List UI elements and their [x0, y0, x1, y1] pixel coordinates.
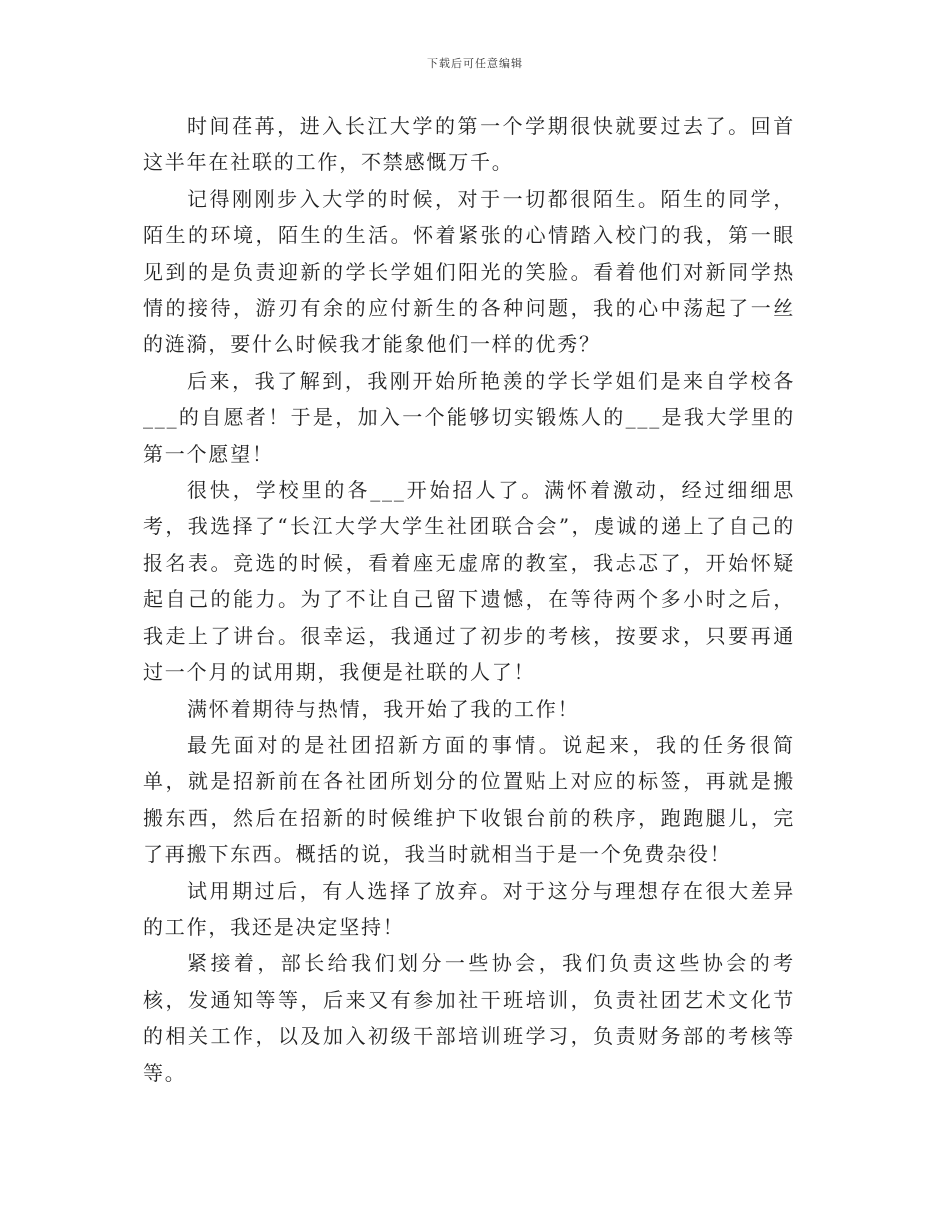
paragraph: 试用期过后，有人选择了放弃。对于这分与理想存在很大差异的工作，我还是决定坚持！ — [143, 878, 795, 939]
paragraph: 时间荏苒，进入长江大学的第一个学期很快就要过去了。回首这半年在社联的工作，不禁感慨万千。 — [143, 114, 795, 175]
paragraph: 后来，我了解到，我刚开始所艳羡的学长学姐们是来自学校各___的自愿者！于是，加入一个能够切实锻炼人的___是我大学里的第一个愿望！ — [143, 368, 795, 466]
paragraph: 很快，学校里的各___开始招人了。满怀着激动，经过细细思考，我选择了“长江大学大学生社团联合会”，虔诚的递上了自己的报名表。竞选的时候，看着座无虚席的教室，我忐忑了，开始怀疑起自己的能力。为了不让自己留下遗憾，在等待两个多小时之后，我走上了讲台。很幸运，我通过了初步的考核，按要求，只要再通过一个月的试用期，我便是社联的人了！ — [143, 478, 795, 685]
document-body — [143, 108, 795, 1091]
page-header: 下载后可任意编辑 — [427, 57, 523, 70]
paragraph: 记得刚刚步入大学的时候，对于一切都很陌生。陌生的同学，陌生的环境，陌生的生活。怀着紧张的心情踏入校门的我，第一眼见到的是负责迎新的学长学姐们阳光的笑脸。看着他们对新同学热情的接待，游刃有余的应付新生的各种问题，我的心中荡起了一丝的涟漪，要什么时候我才能象他们一样的优秀？ — [143, 186, 795, 357]
paragraph: 紧接着，部长给我们划分一些协会，我们负责这些协会的考核，发通知等等，后来又有参加社干班培训，负责社团艺术文化节的相关工作，以及加入初级干部培训班学习，负责财务部的考核等等。 — [143, 951, 795, 1085]
paragraph: 满怀着期待与热情，我开始了我的工作！ — [187, 696, 580, 721]
paragraph: 最先面对的是社团招新方面的事情。说起来，我的任务很简单，就是招新前在各社团所划分的位置贴上对应的标签，再就是搬搬东西，然后在招新的时候维护下收银台前的秩序，跑跑腿儿，完了再搬下东西。概括的说，我当时就相当于是一个免费杂役！ — [143, 732, 795, 867]
